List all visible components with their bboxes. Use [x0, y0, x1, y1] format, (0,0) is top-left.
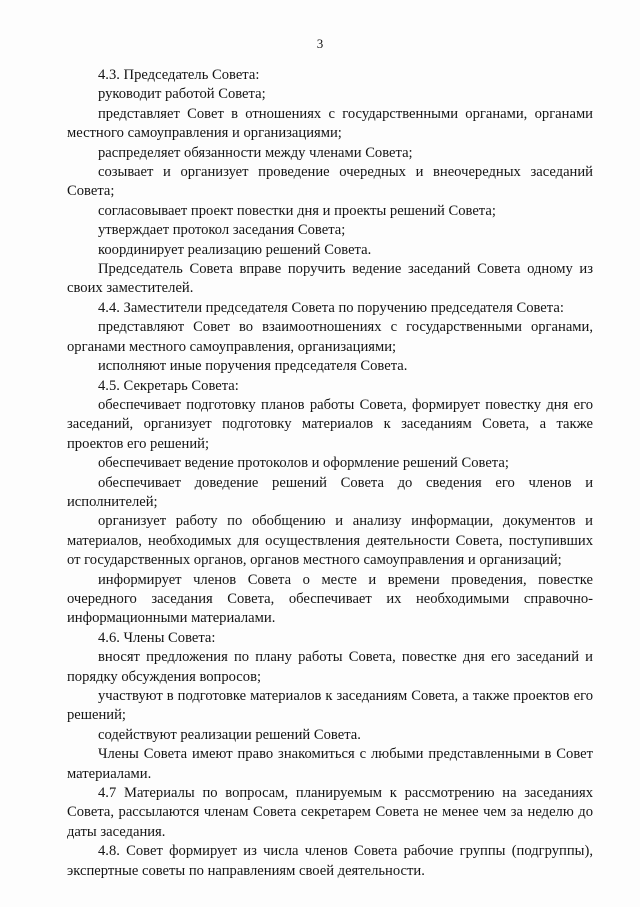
paragraph: созывает и организует проведение очередных и внеочередных заседаний Совета;: [67, 164, 593, 200]
paragraph: Председатель Совета вправе поручить ведение заседаний Совета одному из своих заместителей.: [67, 261, 593, 297]
section-heading-4-4: 4.4. Заместители председателя Совета по поручению председателя Совета:: [98, 299, 564, 316]
paragraph: Члены Совета имеют право знакомиться с любыми представленными в Совет материалами.: [67, 746, 593, 782]
paragraph: информирует членов Совета о месте и времени проведения, повестке очередного заседания Совета, обеспечивает их необходимыми справочно-информационными материалами.: [67, 571, 593, 627]
page-number: 3: [316, 36, 324, 51]
section-heading-4-6: 4.6. Члены Совета:: [98, 629, 216, 646]
section-heading-4-5: 4.5. Секретарь Совета:: [98, 377, 239, 394]
paragraph: участвуют в подготовке материалов к заседаниям Совета, а также проектов его решений;: [67, 688, 593, 724]
paragraph: представляют Совет во взаимоотношениях с государственными органами, органами местного самоуправления, организациями;: [67, 319, 593, 355]
paragraph: согласовывает проект повестки дня и проекты решений Совета;: [98, 202, 496, 219]
paragraph: утверждает протокол заседания Совета;: [98, 222, 346, 239]
document-body: [67, 66, 593, 881]
paragraph: исполняют иные поручения председателя Совета.: [98, 358, 408, 375]
paragraph: содействуют реализации решений Совета.: [98, 726, 361, 743]
paragraph: обеспечивает доведение решений Совета до сведения его членов и исполнителей;: [67, 474, 593, 510]
paragraph: представляет Совет в отношениях с государственными органами, органами местного самоуправления и организациями;: [67, 105, 593, 142]
paragraph: организует работу по обобщению и анализу информации, документов и материалов, необходимых для осуществления деятельности Совета, поступивших от государственных органов, органов местного самоуправления и организаций;: [67, 513, 593, 569]
section-paragraph-4-8: 4.8. Совет формирует из числа членов Совета рабочие группы (подгруппы), экспертные советы по направлениям своей деятельности.: [67, 843, 593, 879]
paragraph: обеспечивает ведение протоколов и оформление решений Совета;: [98, 455, 509, 472]
paragraph: координирует реализацию решений Совета.: [98, 241, 372, 258]
section-paragraph-4-7: 4.7 Материалы по вопросам, планируемым к рассмотрению на заседаниях Совета, рассылаются членам Совета секретарем Совета не менее чем за неделю до даты заседания.: [67, 785, 593, 840]
paragraph: руководит работой Совета;: [98, 86, 266, 103]
paragraph: обеспечивает подготовку планов работы Совета, формирует повестку дня его заседаний, организует подготовку материалов к заседаниям Совета, а также проектов его решений;: [67, 396, 593, 452]
section-heading-4-3: 4.3. Председатель Совета:: [98, 67, 260, 83]
paragraph: вносят предложения по плану работы Совета, повестке дня его заседаний и порядку обсуждения вопросов;: [67, 649, 593, 685]
paragraph: распределяет обязанности между членами Совета;: [98, 144, 413, 161]
